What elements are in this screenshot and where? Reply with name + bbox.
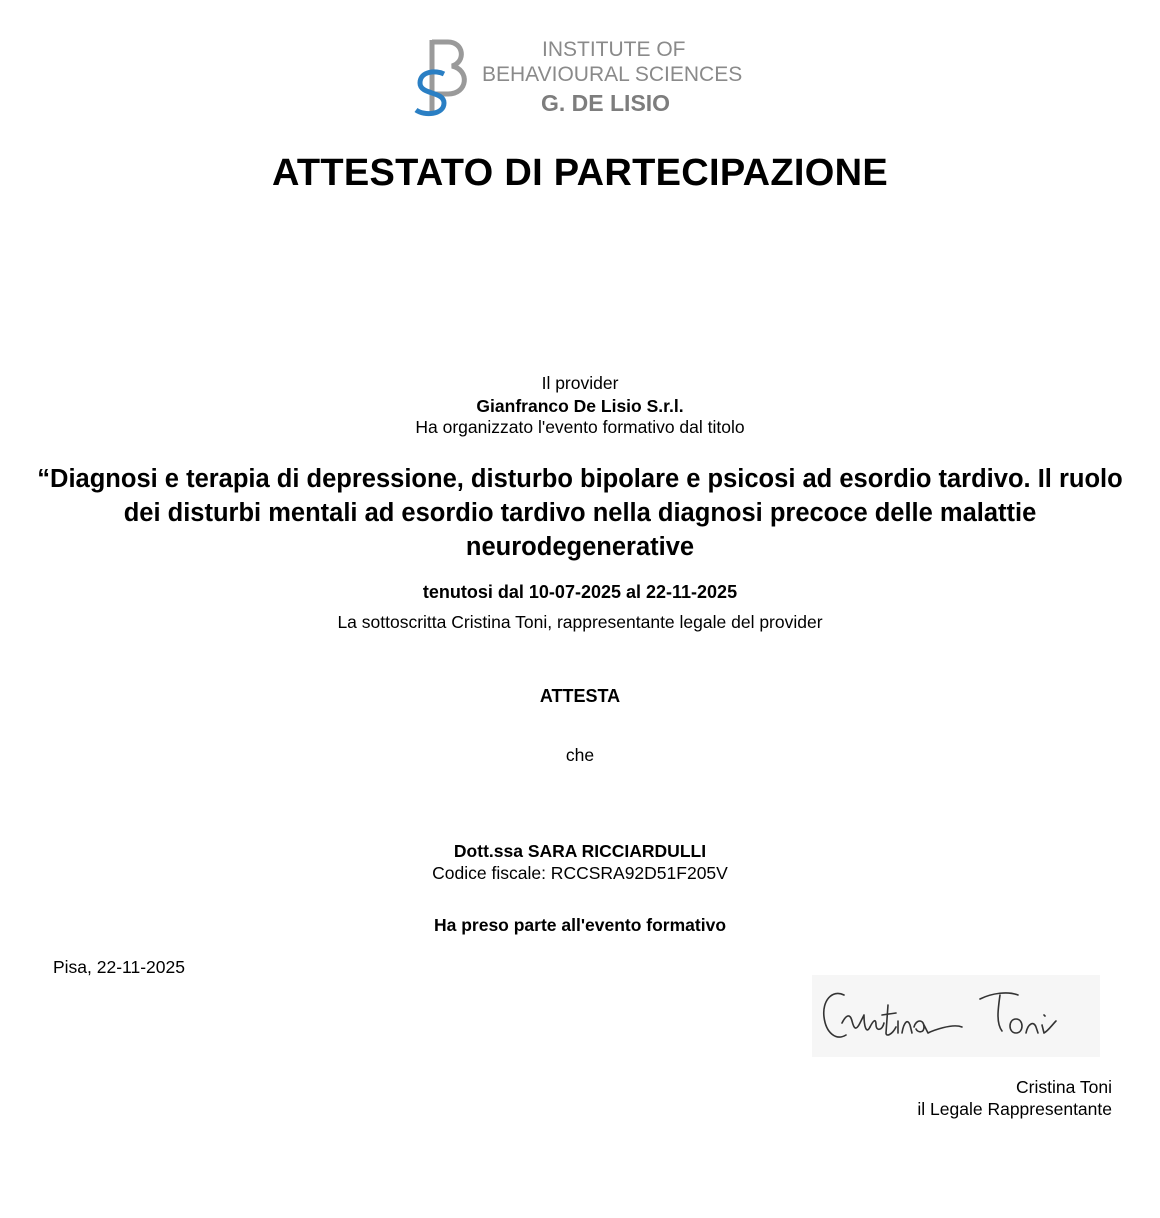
signature-icon [812,975,1100,1057]
fiscal-code: Codice fiscale: RCCSRA92D51F205V [432,863,728,883]
institute-logo [414,38,754,118]
certificate-title: ATTESTATO DI PARTECIPAZIONE [271,152,889,194]
participant-name: Dott.ssa SARA RICCIARDULLI [453,841,707,861]
provider-label: Il provider [541,373,619,393]
provider-name: Gianfranco De Lisio S.r.l. [476,396,684,416]
che-text: che [565,745,595,765]
logo-line-2: BEHAVIOURAL SCIENCES [482,63,743,86]
event-period: tenutosi dal 10-07-2025 al 22-11-2025 [422,582,738,602]
signatory-statement: La sottoscritta Cristina Toni, rappresentante legale del provider [337,612,823,632]
signatory-name: Cristina Toni [1016,1077,1112,1097]
place-date: Pisa, 22-11-2025 [53,957,185,977]
participation-statement: Ha preso parte all'evento formativo [433,915,727,935]
handwritten-signature [812,975,1100,1057]
attesta-heading: ATTESTA [539,686,621,706]
logo-line-1: INSTITUTE OF [542,38,686,61]
logo-line-3: G. DE LISIO [541,90,671,116]
signatory-role: il Legale Rappresentante [917,1099,1112,1119]
sb-monogram-icon [414,38,478,118]
event-title: “Diagnosi e terapia di depressione, disturbo bipolare e psicosi ad esordio tardivo. Il ruolo dei disturbi mentali ad esordio tardivo nella diagnosi precoce delle malattie neurodegenerative [37,465,1123,561]
organized-text: Ha organizzato l'evento formativo dal titolo [415,417,745,437]
